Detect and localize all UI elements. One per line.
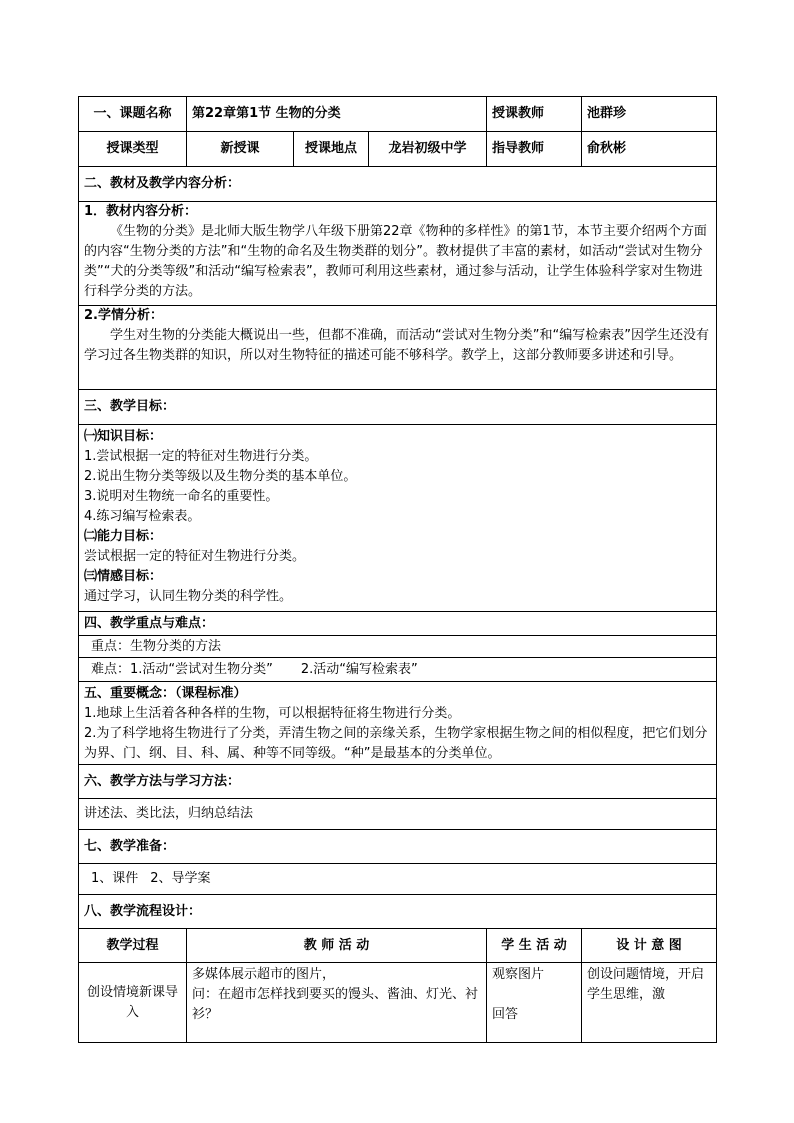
preparation-heading: 七、教学准备： xyxy=(79,830,717,864)
student-heading: 2.学情分析： xyxy=(84,308,163,323)
mentor-value: 俞秋彬 xyxy=(582,132,717,167)
methods-text: 讲述法、类比法，归纳总结法 xyxy=(79,799,717,830)
student-text: 学生对生物的分类能大概说出一些，但都不准确，而活动“尝试对生物分类”和“编写检索表”因学生还没有学习过各生物类群的知识，所以对生物特征的描述可能不够科学。教学上，这部分教师要多讲述和引导。 xyxy=(84,328,709,363)
flow-col-teacher: 教 师 活 动 xyxy=(187,929,487,963)
preparation-item: 1、课件 xyxy=(91,871,139,886)
knowledge-heading: ㈠知识目标： xyxy=(84,429,163,444)
flow-teacher-line: 多媒体展示超市的图片， xyxy=(192,967,336,982)
flow-design-cell: 创设问题情境，开启学生思维，激 xyxy=(582,963,717,1043)
material-heading: 1．教材内容分析： xyxy=(84,204,198,219)
flow-heading: 八、教学流程设计： xyxy=(79,895,717,929)
difficulty-cell xyxy=(79,658,717,682)
mentor-label: 指导教师 xyxy=(487,132,582,167)
info-row xyxy=(79,132,717,167)
difficulty-text-a: 难点：1.活动“尝试对生物分类” xyxy=(91,661,273,677)
concepts-cell xyxy=(79,682,717,765)
teacher-value: 池群珍 xyxy=(582,97,717,132)
difficulty-text-b: 2.活动“编写检索表” xyxy=(300,661,418,677)
knowledge-item: 4.练习编写检索表。 xyxy=(84,509,201,524)
focus-text: 重点：生物分类的方法 xyxy=(79,636,717,658)
flow-teacher-cell xyxy=(187,963,487,1043)
lesson-plan-sheet xyxy=(78,96,716,1043)
objectives-heading-row xyxy=(79,390,717,425)
flow-process-cell: 创设情境新课导入 xyxy=(79,963,187,1043)
analysis-heading-row xyxy=(79,167,717,202)
title-row xyxy=(79,97,717,132)
methods-heading: 六、教学方法与学习方法： xyxy=(79,765,717,799)
methods-heading-row xyxy=(79,765,717,799)
title-label: 一、课题名称 xyxy=(79,97,187,132)
difficulty-row xyxy=(79,658,717,682)
keypoints-heading: 四、教学重点与难点： xyxy=(79,612,717,636)
concepts-heading: 五、重要概念：（课程标准） xyxy=(84,686,247,701)
focus-row xyxy=(79,636,717,658)
type-label: 授课类型 xyxy=(79,132,187,167)
emotion-heading: ㈢情感目标： xyxy=(84,569,163,584)
flow-row xyxy=(79,963,717,1043)
material-analysis-row xyxy=(79,202,717,306)
ability-text: 尝试根据一定的特征对生物进行分类。 xyxy=(84,549,306,564)
flow-teacher-line: 问：在超市怎样找到要买的馒头、酱油、灯光、衬衫？ xyxy=(192,987,479,1022)
knowledge-item: 1.尝试根据一定的特征对生物进行分类。 xyxy=(84,449,318,464)
preparation-row xyxy=(79,864,717,895)
flow-student-line: 观察图片 xyxy=(492,967,545,982)
objectives-cell xyxy=(79,425,717,612)
flow-col-student: 学 生 活 动 xyxy=(487,929,582,963)
methods-row xyxy=(79,799,717,830)
analysis-heading: 二、教材及教学内容分析： xyxy=(79,167,717,202)
lesson-plan-table xyxy=(78,96,717,1043)
place-label: 授课地点 xyxy=(294,132,369,167)
flow-student-line: 回答 xyxy=(492,1007,519,1022)
material-analysis-cell xyxy=(79,202,717,306)
material-text: 《生物的分类》是北师大版生物学八年级下册第22章《物种的多样性》的第1节，本节主要介绍两个方面的内容“生物分类的方法”和“生物的命名及生物类群的划分”。教材提供了丰富的素材，如活动“尝试对生物分类”“犬的分类等级”和活动“编写检索表”，教师可利用这些素材，通过参与活动，让学生体验科学家对生物进行科学分类的方法。 xyxy=(84,224,707,299)
flow-col-process: 教学过程 xyxy=(79,929,187,963)
preparation-item: 2、导学案 xyxy=(150,871,211,886)
place-value: 龙岩初级中学 xyxy=(369,132,487,167)
teacher-label: 授课教师 xyxy=(487,97,582,132)
student-analysis-row xyxy=(79,306,717,390)
flow-col-design: 设 计 意 图 xyxy=(582,929,717,963)
emotion-text: 通过学习，认同生物分类的科学性。 xyxy=(84,589,293,604)
concept-item: 2.为了科学地将生物进行了分类，弄清生物之间的亲缘关系，生物学家根据生物之间的相似程度，把它们划分为界、门、纲、目、科、属、种等不同等级。“种”是最基本的分类单位。 xyxy=(84,726,708,761)
type-value: 新授课 xyxy=(187,132,294,167)
ability-heading: ㈡能力目标： xyxy=(84,529,163,544)
student-analysis-cell xyxy=(79,306,717,390)
concepts-row xyxy=(79,682,717,765)
title-value: 第22章第1节 生物的分类 xyxy=(187,97,487,132)
objectives-heading: 三、教学目标： xyxy=(79,390,717,425)
knowledge-item: 3.说明对生物统一命名的重要性。 xyxy=(84,489,279,504)
keypoints-heading-row xyxy=(79,612,717,636)
flow-heading-row xyxy=(79,895,717,929)
concept-item: 1.地球上生活着各种各样的生物，可以根据特征将生物进行分类。 xyxy=(84,706,461,721)
preparation-cell xyxy=(79,864,717,895)
knowledge-item: 2.说出生物分类等级以及生物分类的基本单位。 xyxy=(84,469,357,484)
preparation-heading-row xyxy=(79,830,717,864)
flow-header-row xyxy=(79,929,717,963)
objectives-row xyxy=(79,425,717,612)
flow-student-cell xyxy=(487,963,582,1043)
